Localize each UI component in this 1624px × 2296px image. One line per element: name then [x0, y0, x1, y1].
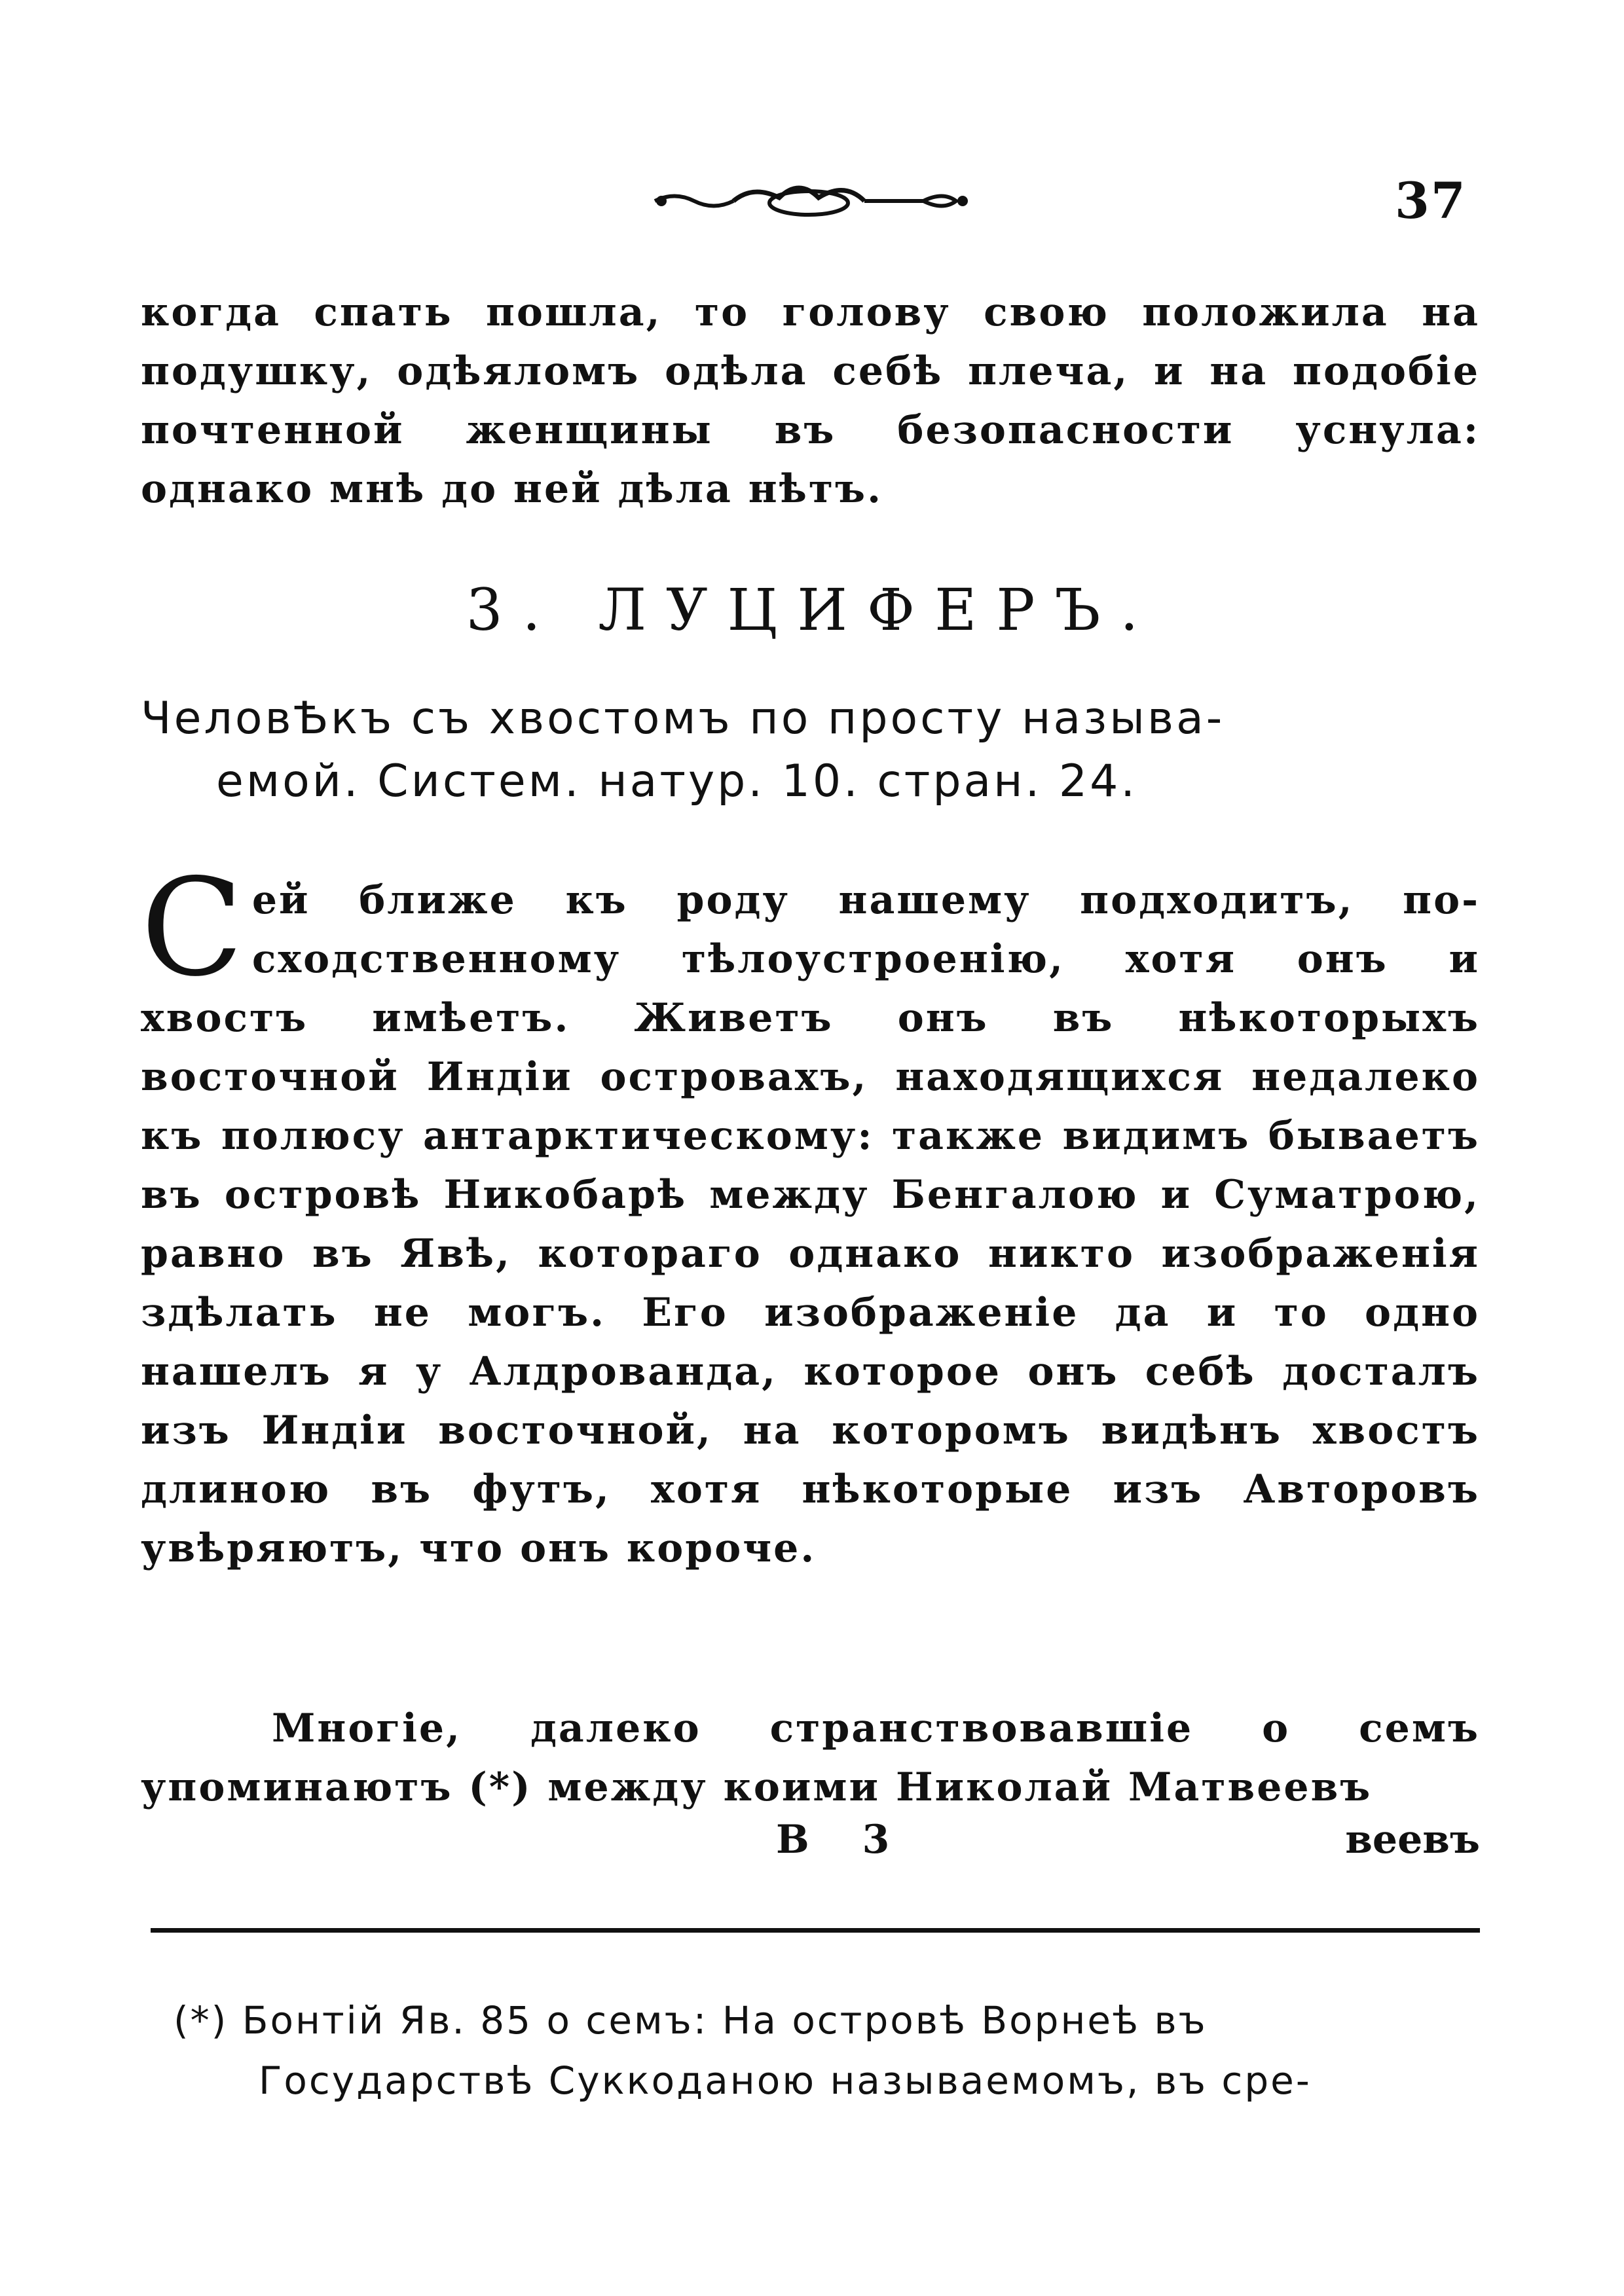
paragraph-top: когда спать пошла, то голову свою положила на подушку, одѣяломъ одѣла себѣ плеча, и на подобіе почтенной женщины въ безопасности уснула: однако мнѣ до ней дѣла нѣтъ.: [141, 289, 1480, 512]
footnote-line-2: Государствѣ Суккоданою называемомъ, въ сре-: [259, 2058, 1312, 2103]
signature-line: [141, 1817, 1480, 1876]
header-ornament-icon: [648, 172, 976, 230]
main-paragraph: [141, 850, 1480, 1578]
drop-cap: С: [141, 850, 246, 1006]
section-title: 3. ЛУЦИФЕРЪ.: [466, 576, 1158, 644]
subtitle-line-2: емой. Систем. натур. 10. стран. 24.: [216, 756, 1137, 807]
main-paragraph-text: ей ближе къ роду нашему подходитъ, по-сходственному тѣлоустроенію, хотя онъ и хвостъ имѣетъ. Живетъ онъ въ нѣкоторыхъ восточной Индіи островахъ, находящихся недалеко къ полюсу антарктическому: также видимъ бываетъ въ островѣ Никобарѣ между Бенгалою и Суматрою, равно въ Явѣ, котораго однако никто изображенія здѣлать не могъ. Его изображеніе да и то одно нашелъ я у Алдрованда, которое онъ себѣ досталъ изъ Индіи восточной, на которомъ видѣнъ хвостъ длиною въ футъ, хотя нѣкоторые изъ Авторовъ увѣряютъ, что онъ короче.: [141, 877, 1480, 1571]
catchword: веевъ: [1345, 1817, 1480, 1863]
footnote-divider: [151, 1928, 1480, 1938]
footnote-line-1: (*) Бонтій Яв. 85 о семъ: На островѣ Ворнеѣ въ: [174, 1998, 1208, 2043]
signature-mark: В 3: [776, 1817, 910, 1863]
second-paragraph: Многіе, далеко странствовавшіе о семъ упоминаютъ (*) между коими Николай Матвеевъ: [141, 1705, 1480, 1810]
footnote: [174, 1990, 1480, 2111]
section-subtitle: [141, 687, 1480, 813]
page-number: 37: [1395, 172, 1467, 230]
subtitle-line-1: ЧеловѢкъ съ хвостомъ по просту называ-: [141, 693, 1225, 744]
